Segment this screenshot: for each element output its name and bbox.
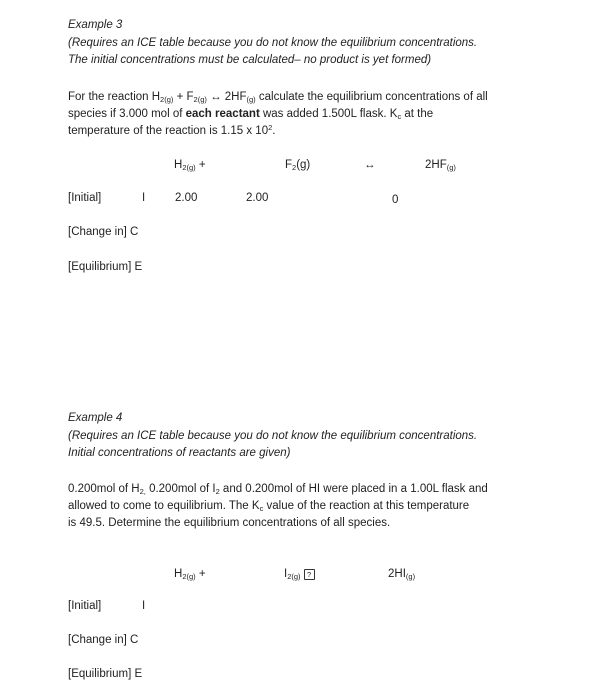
unknown-glyph-icon: ? [304,569,315,580]
example4-header-h2: $H_{2(g)}$ + [174,568,206,581]
example4-row-initial-letter: I [142,600,146,612]
example4-note-line2: Initial concentrations of reactants are given) [68,447,291,459]
example3-note-line2: The initial concentrations must be calculated– no product is yet formed) [68,54,432,66]
example3-initial-hf: 0 [392,194,399,206]
example4-row-initial-label: [Initial] [68,600,102,612]
example4-problem-line2: allowed to come to equilibrium. The $K_c$ value of the reaction at this temperature [68,500,470,513]
example4-row-equilibrium-label: [Equilibrium] E [68,668,143,680]
example3-header-hf: $2HF_{(g)}$ [425,159,456,172]
example3-row-initial-label: [Initial] [68,192,102,204]
example3-initial-h2: 2.00 [175,192,198,204]
example3-header-f2: $F_2(g)$ [285,159,311,172]
example3-row-change-label: [Change in] C [68,226,139,238]
example3-note-line1: (Requires an ICE table because you do not know the equilibrium concentrations. [68,37,478,49]
example4-note-line1: (Requires an ICE table because you do not know the equilibrium concentrations. [68,430,478,442]
example4-header-hi: $2HI_{(g)}$ [388,568,416,581]
example3-problem-line1: For the reaction $H_{2(g)} + F_{2(g)}$ ↔ $2HF_{(g)}$ calculate the equilibrium concentrations of all [68,91,488,104]
example3-problem-line3: temperature of the reaction is 1.15 x $10^2$. [68,123,276,137]
example3-problem-line2: species if 3.000 mol of each reactant was added 1.500L flask. $K_c$ at the [68,108,434,121]
example4-heading: Example 4 [68,412,123,424]
example3-header-arrow: ↔ [364,159,376,171]
example4-row-change-label: [Change in] C [68,634,139,646]
example4-problem-line1: 0.200mol of $H_{2,}$ 0.200mol of $I_2$ and 0.200mol of HI were placed in a 1.00L flask and [68,483,488,496]
example3-heading: Example 3 [68,19,123,31]
example4-header-i2: $I_{2(g)}$ ? [284,566,315,583]
example3-initial-f2: 2.00 [246,192,269,204]
example3-row-equilibrium-label: [Equilibrium] E [68,261,143,273]
example4-problem-line3: is 49.5. Determine the equilibrium concentrations of all species. [68,517,391,529]
example3-row-initial-letter: I [142,192,146,204]
example3-header-h2: $H_{2(g)}$ + [174,159,206,172]
